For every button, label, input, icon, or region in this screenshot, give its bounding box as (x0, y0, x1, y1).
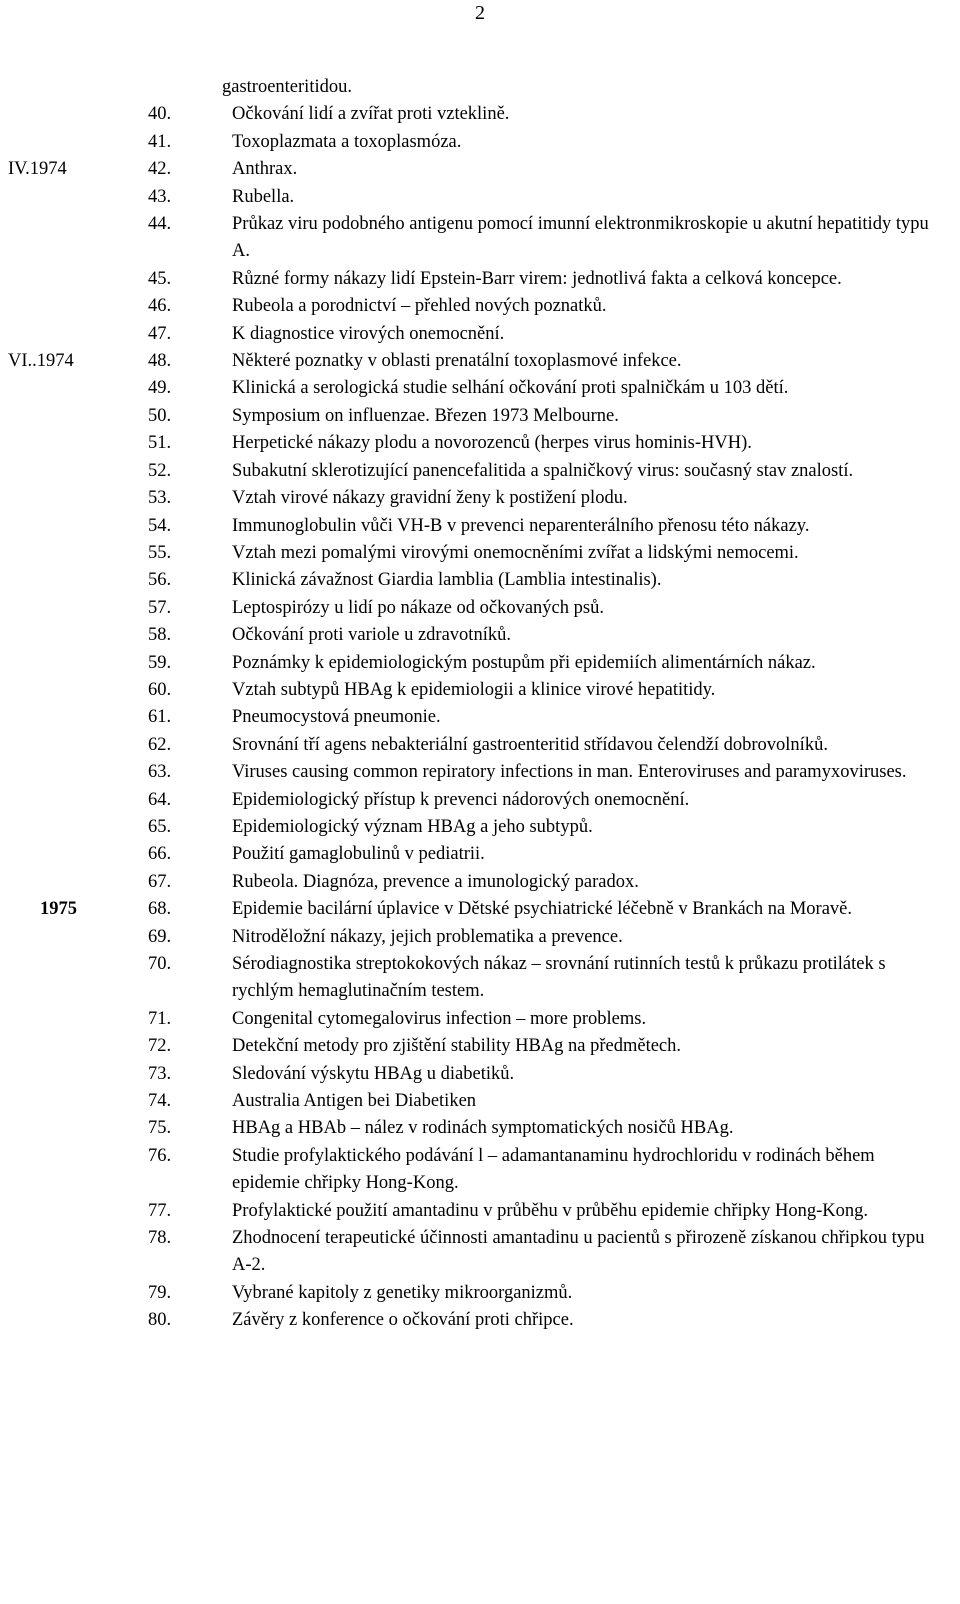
item-number: 40. (148, 104, 172, 125)
item-number: 60. (148, 679, 172, 700)
item-number: 63. (148, 762, 172, 783)
page-number: 2 (475, 2, 485, 24)
item-number: 73. (148, 1063, 172, 1084)
list-item (0, 458, 960, 485)
item-title: Viruses causing common repiratory infections in man. Enteroviruses and paramyxoviruses. (232, 762, 907, 783)
year-label: VI..1974 (8, 351, 74, 372)
item-number: 71. (148, 1008, 172, 1029)
list-item (0, 1143, 960, 1198)
item-title: Immunoglobulin vůči VH-B v prevenci neparenterálního přenosu této nákazy. (232, 515, 810, 536)
item-number: 43. (148, 186, 172, 207)
item-title: Klinická a serologická studie selhání očkování proti spalničkám u 103 dětí. (232, 378, 789, 399)
item-number: 76. (148, 1145, 172, 1166)
list-item (0, 156, 960, 183)
item-title: gastroenteritidou. (222, 77, 352, 97)
list-item (0, 1225, 960, 1280)
list-item (0, 540, 960, 567)
list-item (0, 1033, 960, 1060)
list-item (0, 814, 960, 841)
item-number: 67. (148, 871, 172, 892)
item-title: Použití gamaglobulinů v pediatrii. (232, 844, 485, 865)
list-item (0, 485, 960, 512)
item-number: 45. (148, 268, 172, 289)
item-number: 54. (148, 515, 172, 536)
item-number: 65. (148, 816, 172, 837)
item-title: Srovnání tří agens nebakteriální gastroenteritid střídavou čelendží dobrovolníků. (232, 734, 828, 755)
item-title: K diagnostice virových onemocnění. (232, 323, 505, 344)
item-title: Vztah virové nákazy gravidní ženy k postižení plodu. (232, 488, 628, 509)
item-title: Zhodnocení terapeutické účinnosti amantadinu u pacientů s přirozeně získanou chřipkou typu A-2. (232, 1228, 925, 1276)
item-title: Epidemiologický přístup k prevenci nádorových onemocnění. (232, 789, 690, 810)
item-title: HBAg a HBAb – nález v rodinách symptomatických nosičů HBAg. (232, 1118, 734, 1139)
list-item (0, 403, 960, 430)
item-title: Závěry z konference o očkování proti chřipce. (232, 1310, 574, 1331)
item-number: 77. (148, 1200, 172, 1221)
item-number: 75. (148, 1118, 172, 1139)
list-item (0, 924, 960, 951)
list-item (0, 348, 960, 375)
item-number: 50. (148, 405, 172, 426)
list-item (0, 293, 960, 320)
item-number: 68. (148, 899, 172, 920)
item-title: Detekční metody pro zjištění stability HBAg na předmětech. (232, 1036, 682, 1057)
list-item (0, 787, 960, 814)
list-item (0, 184, 960, 211)
item-number: 59. (148, 652, 172, 673)
list-item (0, 841, 960, 868)
list-item (0, 869, 960, 896)
item-title: Vztah mezi pomalými virovými onemocněními zvířat a lidskými nemocemi. (232, 542, 799, 563)
list-item (0, 1280, 960, 1307)
list-item (0, 677, 960, 704)
list-item (0, 1006, 960, 1033)
list-item (0, 732, 960, 759)
list-item (0, 375, 960, 402)
item-number: 47. (148, 323, 172, 344)
item-number: 57. (148, 597, 172, 618)
item-title: Sledování výskytu HBAg u diabetiků. (232, 1063, 515, 1084)
item-number: 49. (148, 378, 172, 399)
list-item (0, 1088, 960, 1115)
item-title: Klinická závažnost Giardia lamblia (Lamblia intestinalis). (232, 570, 662, 591)
item-title: Poznámky k epidemiologickým postupům při epidemiích alimentárních nákaz. (232, 652, 816, 673)
item-title: Leptospirózy u lidí po nákaze od očkovaných psů. (232, 597, 604, 618)
list-item (0, 951, 960, 1006)
item-number: 52. (148, 460, 172, 481)
item-number: 62. (148, 734, 172, 755)
list-item (0, 129, 960, 156)
list-item (0, 1061, 960, 1088)
item-number: 56. (148, 570, 172, 591)
item-number: 44. (148, 214, 172, 235)
item-title: Vztah subtypů HBAg k epidemiologii a klinice virové hepatitidy. (232, 679, 716, 700)
item-title: Herpetické nákazy plodu a novorozenců (herpes virus hominis-HVH). (232, 433, 752, 454)
item-title: Rubeola. Diagnóza, prevence a imunologický paradox. (232, 871, 639, 892)
list-item (0, 650, 960, 677)
item-number: 78. (148, 1228, 172, 1249)
list-item (0, 321, 960, 348)
item-title: Epidemie bacilární úplavice v Dětské psychiatrické léčebně v Brankách na Moravě. (232, 899, 853, 920)
item-number: 55. (148, 542, 172, 563)
item-title: Rubeola a porodnictví – přehled nových poznatků. (232, 296, 607, 317)
item-title: Profylaktické použití amantadinu v průběhu v průběhu epidemie chřipky Hong-Kong. (232, 1200, 869, 1221)
list-item (0, 1198, 960, 1225)
publication-list (0, 74, 960, 1335)
item-title: Nitroděložní nákazy, jejich problematika a prevence. (232, 926, 623, 947)
item-title: Congenital cytomegalovirus infection – more problems. (232, 1008, 647, 1029)
item-number: 46. (148, 296, 172, 317)
item-number: 72. (148, 1036, 172, 1057)
year-label: IV.1974 (8, 159, 67, 180)
list-item (0, 567, 960, 594)
list-item (0, 430, 960, 457)
item-title: Epidemiologický význam HBAg a jeho subtypů. (232, 816, 593, 837)
item-title: Vybrané kapitoly z genetiky mikroorganizmů. (232, 1282, 573, 1303)
item-number: 51. (148, 433, 172, 454)
list-item (0, 896, 960, 923)
item-number: 48. (148, 351, 172, 372)
list-item (0, 759, 960, 786)
list-item (0, 74, 960, 101)
item-number: 64. (148, 789, 172, 810)
list-item (0, 622, 960, 649)
list-item (0, 266, 960, 293)
item-number: 61. (148, 707, 172, 728)
list-item (0, 101, 960, 128)
list-item (0, 704, 960, 731)
item-title: Subakutní sklerotizující panencefalitida a spalničkový virus: současný stav znalostí. (232, 460, 854, 481)
item-title: Očkování proti variole u zdravotníků. (232, 625, 511, 646)
list-item (0, 211, 960, 266)
item-title: Studie profylaktického podávání l – adamantanaminu hydrochloridu v rodinách během epidemie chřipky Hong-Kong. (232, 1145, 875, 1194)
item-title: Pneumocystová pneumonie. (232, 707, 441, 728)
item-number: 58. (148, 625, 172, 646)
item-title: Průkaz viru podobného antigenu pomocí imunní elektronmikroskopie u akutní hepatitidy typu A. (232, 214, 929, 262)
item-title: Symposium on influenzae. Březen 1973 Melbourne. (232, 405, 619, 426)
item-number: 53. (148, 488, 172, 509)
year-label: 1975 (40, 899, 77, 920)
list-item (0, 595, 960, 622)
item-number: 70. (148, 954, 172, 974)
item-title: Anthrax. (232, 159, 298, 180)
list-item (0, 513, 960, 540)
item-number: 41. (148, 131, 172, 152)
item-title: Rubella. (232, 186, 295, 207)
item-title: Toxoplazmata a toxoplasmóza. (232, 131, 462, 152)
item-title: Sérodiagnostika streptokokových nákaz – srovnání rutinních testů k průkazu protilátek s rychlým hemaglutinačním testem. (232, 954, 886, 1002)
item-title: Australia Antigen bei Diabetiken (232, 1091, 477, 1112)
list-item (0, 1307, 960, 1334)
item-number: 42. (148, 159, 172, 180)
item-title: Některé poznatky v oblasti prenatální toxoplasmové infekce. (232, 351, 682, 372)
item-number: 74. (148, 1091, 172, 1112)
list-item (0, 1115, 960, 1142)
item-number: 79. (148, 1282, 172, 1303)
item-title: Očkování lidí a zvířat proti vzteklině. (232, 104, 510, 125)
item-number: 66. (148, 844, 172, 865)
item-number: 69. (148, 926, 172, 947)
item-number: 80. (148, 1310, 172, 1331)
item-title: Různé formy nákazy lidí Epstein-Barr virem: jednotlivá fakta a celková koncepce. (232, 268, 842, 289)
